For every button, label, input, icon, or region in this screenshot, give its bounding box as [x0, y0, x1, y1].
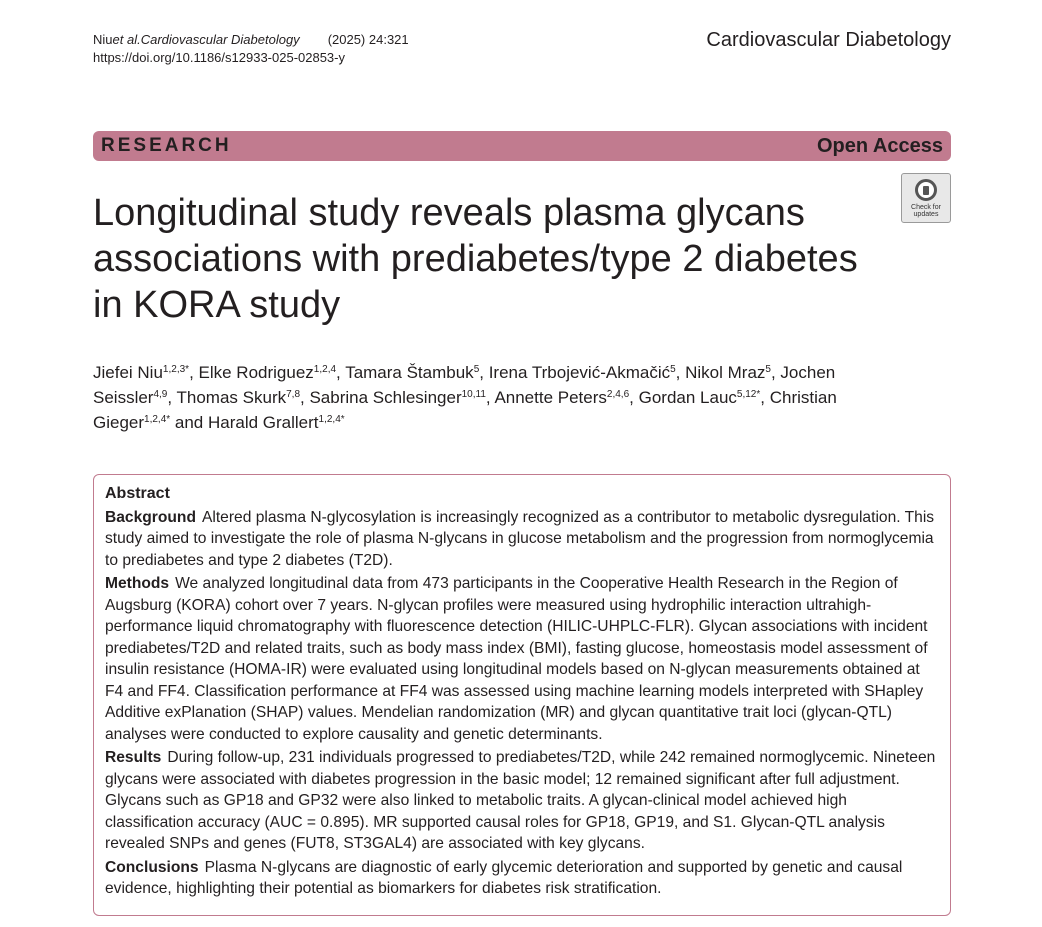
citation-etal: et al.	[112, 32, 141, 47]
author-affiliation-sup: 1,2,4*	[144, 414, 171, 425]
author-separator: ,	[485, 388, 495, 407]
abstract-section-label: Methods	[105, 575, 170, 592]
abstract-section-label: Background	[105, 508, 196, 526]
author-affiliation-sup: 5	[473, 364, 480, 375]
check-for-updates-button[interactable]	[901, 173, 951, 223]
abstract-section	[105, 747, 939, 855]
abstract-box	[93, 474, 951, 916]
citation-authors: Niu	[93, 32, 113, 47]
author-affiliation-sup: 7,8	[286, 389, 301, 400]
doi-link[interactable]: https://doi.org/10.1186/s12933-025-02853-y	[93, 50, 345, 65]
author-separator: ,	[336, 363, 346, 382]
article-title: Longitudinal study reveals plasma glycans associations with prediabetes/type 2 diabetes in KORA study	[93, 192, 858, 326]
author-separator: ,	[760, 388, 770, 407]
author-affiliation-sup: 1,2,4*	[318, 414, 345, 425]
author-list	[93, 360, 913, 435]
author-name[interactable]: Thomas Skurk	[176, 388, 287, 407]
author-affiliation-sup: 2,4,6	[606, 389, 630, 400]
abstract-section-text: Plasma N-glycans are diagnostic of early glycemic deterioration and supported by genetic and causal evidence, highlighting their potential as biomarkers for diabetes risk stratification.	[105, 858, 903, 897]
author-separator: ,	[770, 363, 781, 382]
author-separator: ,	[479, 363, 489, 382]
abstract-section-label: Conclusions	[105, 858, 199, 876]
abstract-section	[105, 857, 939, 900]
author-separator: ,	[189, 363, 199, 382]
article-type-label: RESEARCH	[101, 135, 232, 156]
citation-journal: Cardiovascular Diabetology	[140, 32, 300, 47]
running-header	[93, 31, 409, 67]
author-affiliation-sup: 5	[765, 364, 771, 375]
abstract-section-text: We analyzed longitudinal data from 473 participants in the Cooperative Health Research in the Region of Augsburg (KORA) cohort over 7 years. N-glycan profiles were measured using hydrophilic interaction ultrahigh-performance liquid chromatography with fluorescence detection (HILIC-UHPLC-FLR). Glycan associations with incident prediabetes/T2D and related traits, such as body mass index (BMI), fasting glucose, homeostasis model assessment of insulin resistance (HOMA-IR) were evaluated using longitudinal models based on N-glycan measurements obtained at F4 and FF4. Classification performance at FF4 was assessed using machine learning models interpreted with SHapley Additive exPlanation (SHAP) values. Mendelian randomization (MR) and glycan quantitative trait loci (glycan-QTL) analyses were conducted to explore causality and genetic determinants.	[105, 575, 928, 743]
author-name[interactable]: Sabrina Schlesinger	[309, 388, 462, 407]
author-name[interactable]: Tamara Štambuk	[345, 363, 474, 382]
bookmark-icon	[915, 179, 937, 201]
author-name[interactable]: Christian Gieger	[93, 388, 837, 432]
citation-line	[93, 31, 409, 49]
abstract-section-text: Altered plasma N-glycosylation is increasingly recognized as a contributor to metabolic dysregulation. This study aimed to investigate the role of plasma N-glycans in glucose metabolism and the progression from normoglycemia to prediabetes and type 2 diabetes (T2D).	[105, 508, 935, 569]
author-separator: ,	[675, 363, 686, 382]
author-separator: and	[170, 413, 208, 432]
open-access-label: Open Access	[817, 134, 943, 157]
author-separator: ,	[300, 388, 310, 407]
author-name[interactable]: Gordan Lauc	[638, 388, 737, 407]
author-name[interactable]: Irena Trbojević-Akmačić	[488, 363, 671, 382]
journal-name: Cardiovascular Diabetology	[706, 29, 951, 51]
abstract-section-text: During follow-up, 231 individuals progressed to prediabetes/T2D, while 242 remained normoglycemic. Nineteen glycans were associated with diabetes progression in the basic model; 12 remained significant after full adjustment. Glycans such as GP18 and GP32 were also linked to metabolic traits. A glycan-clinical model achieved high classification accuracy (AUC = 0.895). MR supported causal roles for GP18, GP19, and S1. Glycan-QTL analysis revealed SNPs and genes (FUT8, ST3GAL4) are associated with key glycans.	[105, 749, 936, 852]
author-name[interactable]: Harald Grallert	[207, 413, 319, 432]
author-affiliation-sup: 1,2,3*	[162, 364, 190, 375]
author-affiliation-sup: 5	[670, 364, 676, 375]
article-type-banner	[93, 131, 951, 161]
author-name[interactable]: Jiefei Niu	[93, 363, 163, 382]
author-name[interactable]: Jochen Seissler	[93, 363, 836, 407]
author-name[interactable]: Nikol Mraz	[685, 363, 766, 382]
abstract-section-label: Results	[105, 749, 162, 766]
author-affiliation-sup: 4,9	[153, 389, 168, 400]
citation-volume: (2025) 24:321	[327, 32, 409, 47]
author-name[interactable]: Annette Peters	[494, 388, 607, 407]
author-affiliation-sup: 10,11	[461, 389, 486, 400]
author-affiliation-sup: 1,2,4	[313, 364, 337, 375]
author-separator: ,	[167, 388, 177, 407]
abstract-section	[105, 573, 939, 745]
check-for-updates-label: Check for updates	[911, 204, 941, 218]
author-name[interactable]: Elke Rodriguez	[198, 363, 314, 382]
abstract-sections	[105, 507, 939, 900]
abstract-section	[105, 507, 939, 572]
author-affiliation-sup: 5,12*	[736, 389, 761, 400]
abstract-heading: Abstract	[105, 485, 170, 502]
author-separator: ,	[629, 388, 639, 407]
